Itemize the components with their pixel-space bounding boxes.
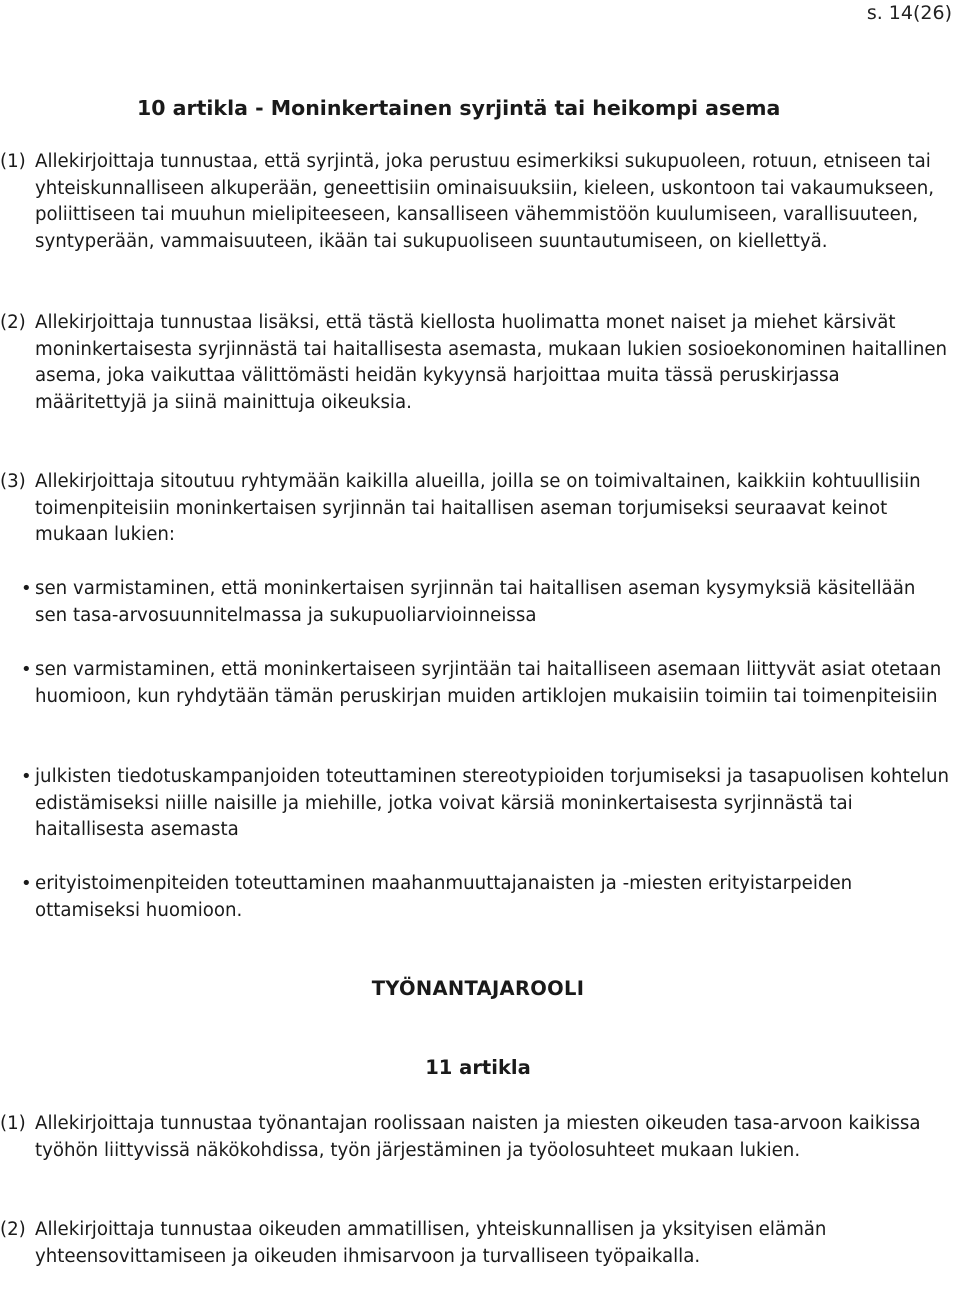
article-10-paragraph-3 <box>0 469 953 549</box>
paragraph-text: Allekirjoittaja tunnustaa oikeuden ammatillisen, yhteiskunnallisen ja yksityisen elämän yhteensovittamiseen ja oikeuden ihmisarvoon ja turvalliseen työpaikalla. <box>35 1219 827 1267</box>
paragraph-text: Allekirjoittaja tunnustaa, että syrjintä, joka perustuu esimerkiksi sukupuoleen, rotuun, etniseen tai yhteiskunnalliseen alkuperään, geneettisiin ominaisuuksiin, kieleen, uskontoon tai vakaumukseen, poliittiseen tai muuhun mielipiteeseen, kansalliseen vähemmistöön kuulumiseen, varallisuuteen, syntyperään, vammaisuuteen, ikään tai sukupuoliseen suuntautumiseen, on kiellettyä. <box>35 151 935 252</box>
article-10-paragraph-1 <box>0 149 953 255</box>
bullet-icon: • <box>21 578 32 599</box>
list-item-text: sen varmistaminen, että moninkertaisen syrjinnän tai haitallisen aseman kysymyksiä käsitellään sen tasa-arvosuunnitelmassa ja sukupuoliarvioinneissa <box>35 578 916 626</box>
paragraph-text: Allekirjoittaja sitoutuu ryhtymään kaikilla alueilla, joilla se on toimivaltainen, kaikkiin kohtuullisiin toimenpiteisiin moninkertaisen syrjinnän tai haitallisen aseman torjumiseksi seuraavat keinot mukaan lukien: <box>35 471 921 546</box>
article-11-paragraph-1 <box>0 1111 953 1164</box>
section-title-text: TYÖNANTAJAROOLI <box>371 977 585 1000</box>
paragraph-number: (1) <box>0 1113 26 1134</box>
list-item <box>21 657 953 710</box>
page-number: s. 14(26) <box>866 2 952 24</box>
list-item-text: erityistoimenpiteiden toteuttaminen maahanmuuttajanaisten ja -miesten erityistarpeiden ottamiseksi huomioon. <box>35 873 853 921</box>
article-11-heading <box>0 1056 960 1079</box>
paragraph-number: (2) <box>0 312 26 333</box>
paragraph-text: Allekirjoittaja tunnustaa työnantajan roolissaan naisten ja miesten oikeuden tasa-arvoon kaikissa työhön liittyvissä näkökohdissa, työn järjestäminen ja työolosuhteet mukaan lukien. <box>35 1113 921 1161</box>
paragraph-number: (3) <box>0 471 26 492</box>
section-title <box>0 977 960 1000</box>
list-item <box>21 764 953 844</box>
list-item-text: sen varmistaminen, että moninkertaiseen syrjintään tai haitalliseen asemaan liittyvät asiat otetaan huomioon, kun ryhdytään tämän peruskirjan muiden artiklojen mukaisiin toimiin tai toimenpiteisiin <box>35 659 942 707</box>
article-10-paragraph-2 <box>0 310 953 416</box>
list-item <box>21 576 953 629</box>
bullet-icon: • <box>21 873 32 894</box>
paragraph-text: Allekirjoittaja tunnustaa lisäksi, että tästä kiellosta huolimatta monet naiset ja miehet kärsivät moninkertaisesta syrjinnästä tai haitallisesta asemasta, mukaan lukien sosioekonominen haitallinen asema, joka vaikuttaa välittömästi heidän kykyynsä harjoittaa muita tässä peruskirjassa määritettyjä ja siinä mainittuja oikeuksia. <box>35 312 948 413</box>
paragraph-number: (1) <box>0 151 26 172</box>
paragraph-number: (2) <box>0 1219 26 1240</box>
article-11-paragraph-2 <box>0 1217 953 1270</box>
bullet-icon: • <box>21 766 32 787</box>
article-10-heading: 10 artikla - Moninkertainen syrjintä tai heikompi asema <box>137 96 781 120</box>
list-item <box>21 871 953 924</box>
bullet-icon: • <box>21 659 32 680</box>
list-item-text: julkisten tiedotuskampanjoiden toteuttaminen stereotypioiden torjumiseksi ja tasapuolisen kohtelun edistämiseksi niille naisille ja miehille, jotka voivat kärsiä moninkertaisesta syrjinnästä tai haitallisesta asemasta <box>35 766 950 841</box>
article-11-heading-text: 11 artikla <box>425 1056 531 1079</box>
